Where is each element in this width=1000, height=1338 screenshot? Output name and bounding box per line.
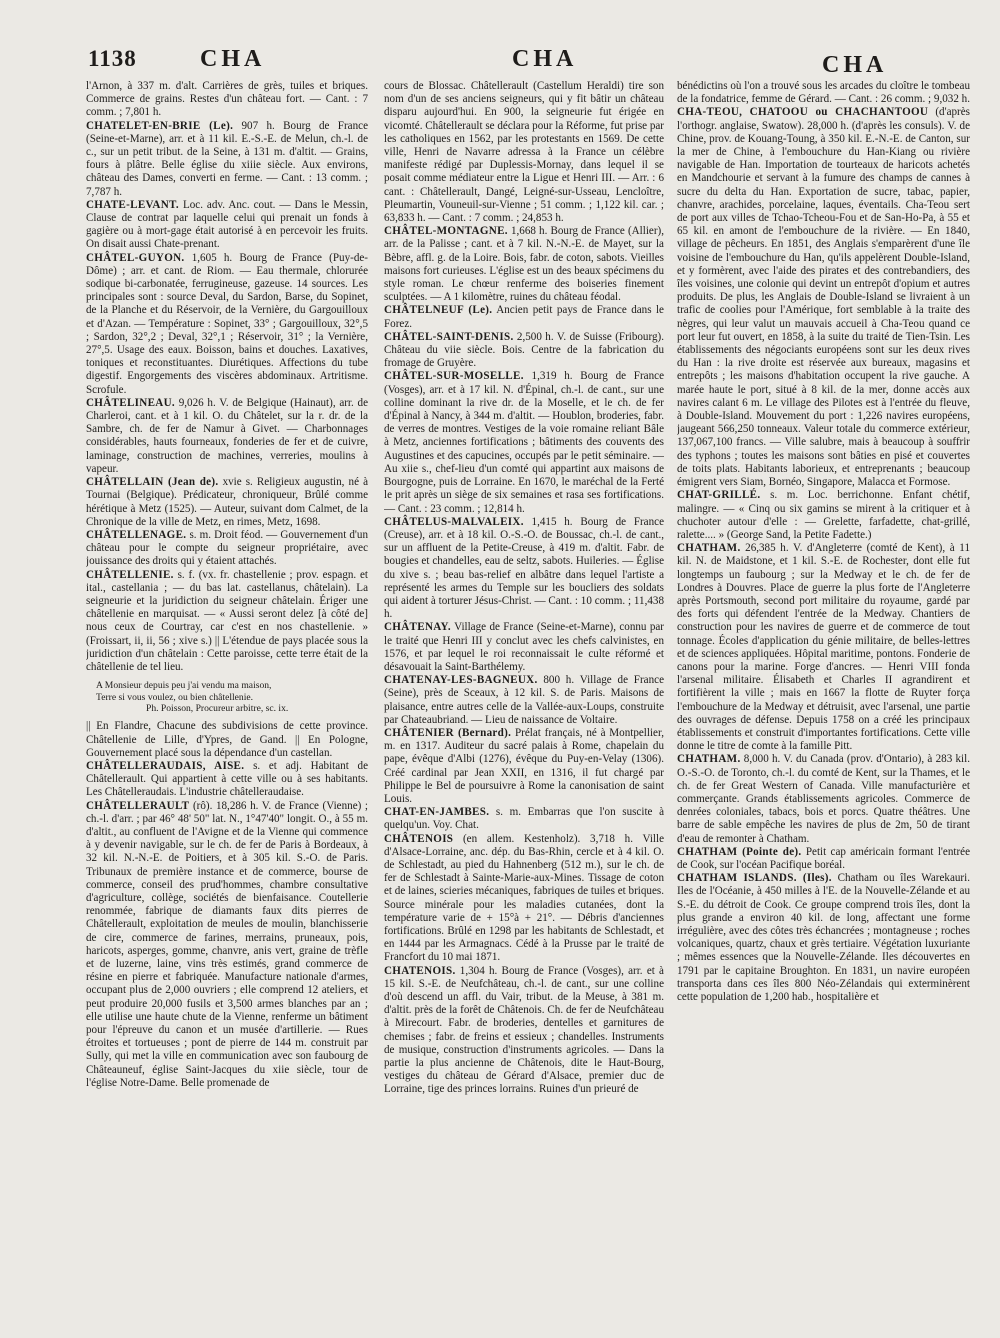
dictionary-entry xyxy=(677,753,970,845)
entry-text: (d'après l'orthogr. anglaise, Swatow). 28,000 h. (d'après les consuls). V. de Chine, prov. de Kouang-Toung, à 350 kil. E.-N.-E. de Canton, sur la mer de Chine, à l'embouchure du Han-Kiang ou rivière navigable de Han. Importation de tourteaux de haricots achetés en Mandchourie et servant à la fumure des champs de cannes à sucre du delta du Han. Exportation de sucre, tabac, papier, chanvre, arachides, porcelaine, laques, éventails. Cha-Teou sert de port aux villes de Tchao-Tcheou-Fou et de San-Ho-Pa, à 55 et 65 kil. en amont de l'embouchure de la rivière. — En 1840, village de pêcheurs. En 1851, des Anglais s'emparèrent d'une île voisine de l'embouchure du Han, qu'ils appelèrent Double-Island, et y formèrent, avec l'aide des pirates et des contrebandiers, des îles voisines, une colonie qui devint un entrepôt d'opium et autres produits. De plus, les Anglais de Double-Island se livraient à un trafic de coolies pour l'Amérique, fort semblable à la traite des nègres, qui leur valut un mauvais accueil à Cha-Teou quand ce port leur fut ouvert, en 1858, à la suite du traité de Tien-Tsin. Les établissements des négociants européens sont sur les deux rives du Han : la rive droite est réservée aux bureaux, magasins et entrepôts ; les maisons d'habitation occupent la rive gauche. A marée haute le port, situé à 8 kil. de la mer, donne accès aux navires calant 6 m. Le village des Pilotes est à l'entrée du fleuve, à Double-Island. Mouvement du port : 1,226 navires européens, jaugeant 566,250 tonneaux. Valeur totale du commerce extérieur, 137,067,100 francs. — Ville salubre, mais à beaucoup à souffrir des typhons ; toutes les maisons sont bâties en pisé et couvertes de toits plats. Habitants laborieux, et entreprenants ; beaucoup émigrent vers Siam, Bornéo, Singapore, Malacca et Formose. xyxy=(677,106,970,489)
entry-text: s. m. Droit féod. — Gouvernement d'un château pour le compte du seigneur propriétaire, avec jouissance des droits qui y étaient attachés. xyxy=(86,528,368,568)
dictionary-entry xyxy=(86,80,368,120)
entry-headword: CHAT-EN-JAMBES. xyxy=(384,806,490,819)
entry-headword: CHÂTELLERAULT xyxy=(86,799,190,812)
entry-headword: CHÂTELLAIN (Jean de). xyxy=(86,476,219,489)
dictionary-entry xyxy=(677,489,970,542)
dictionary-entry xyxy=(384,331,664,371)
dictionary-entry xyxy=(384,806,664,832)
dictionary-entry xyxy=(384,621,664,674)
text-column-2 xyxy=(384,80,664,1330)
entry-text: xvie s. Religieux augustin, né à Tournai (Belgique). Prédicateur, chroniqueur, Brûlé comme hérétique à Metz (1525). — Auteur, suivant dom Calmet, de la Chronique de la ville de Metz, en rimes, Metz, 1698. xyxy=(86,476,368,528)
entry-text: 1,304 h. Bourg de France (Vosges), arr. et à 15 kil. S.-E. de Neufchâteau, ch.-l. de cant., sur une colline d'où descend un affl. du Vair, tribut. de la Meuse, à 381 m. d'altit. près de la forêt de Châtenois. Ch. de fer de Neufchâteau à Mirecourt. Fabr. de broderies, dentelles et garnitures de chemises ; fabr. de freins et essieux ; chandelles. Instruments de musique, construction d'instruments agricoles. — Dans la partie la plus ancienne de Châtenois, dite le Haut-Bourg, vestiges du château de Gérard d'Alsace, premier duc de Lorraine, tige des princes lorrains. Ruines d'un prieuré de xyxy=(384,964,664,1096)
dictionary-entry xyxy=(384,674,664,727)
entry-text: 1,668 h. Bourg de France (Allier), arr. de la Palisse ; cant. et à 7 kil. N.-N.-E. de Mayet, sur la Bèbre, affl. g. de la Loire. Bois, fabr. de coton, sabots. Vieilles maisons fort curieuses. L'église est un des beaux spécimens du style roman. Le chœur renferme des boiseries finement sculptées. — A 1 kilomètre, ruines du château féodal. xyxy=(384,225,664,304)
dictionary-entry xyxy=(677,80,970,106)
entry-text: 907 h. Bourg de France (Seine-et-Marne), arr. et à 11 kil. E.-S.-E. de Melun, ch.-l. de c., sur un petit tribut. de la Seine, à 131 m. d'altit. — Grains, fours à plâtre. Belle église du xiiie siècle. Aux environs, château des Dames, converti en ferme. — Cant. : 13 comm. ; 7,787 h. xyxy=(86,119,368,198)
entry-headword: CHÂTEL-SUR-MOSELLE. xyxy=(384,370,524,383)
dictionary-entry xyxy=(86,252,368,397)
dictionary-entry xyxy=(86,800,368,1090)
entry-headword: CHÂTELNEUF (Le). xyxy=(384,304,493,317)
entry-headword: CHÂTEL-SAINT-DENIS. xyxy=(384,330,514,343)
entry-text: 8,000 h. V. du Canada (prov. d'Ontario), à 283 kil. O.-S.-O. de Toronto, ch.-l. du comté de Kent, sur la Thames, et le ch. de fer Great Western of Canada. Ville manufacturière et commerçante. Grands établissements agricoles. Commerce de denrées coloniales, tabacs, bois et porcs. Quatre théâtres. Une barre de sable empêche les navires de plus de 2m, 50 de tirant d'eau de remonter à Chatham. xyxy=(677,753,970,845)
text-column-1 xyxy=(86,80,368,1330)
entry-text: s. et adj. Habitant de Châtellerault. Qui appartient à cette ville ou à ses habitants. Les Châtelleraudais. L'industrie châtelleraudaise. xyxy=(86,759,368,799)
entry-headword: CHÂTELINEAU. xyxy=(86,396,175,409)
page-number: 1138 xyxy=(88,46,137,71)
entry-text: s. m. Embarras que l'on suscite à quelqu'un. Voy. Chat. xyxy=(384,806,664,832)
entry-headword: CHÂTENAY. xyxy=(384,621,451,634)
dictionary-entry xyxy=(384,225,664,304)
dictionary-entry xyxy=(86,476,368,529)
entry-headword: CHATE-LEVANT. xyxy=(86,198,179,211)
entry-text: 800 h. Village de France (Seine), près de Sceaux, à 12 kil. S. de Paris. Maisons de plaisance, entre autres celle de la Vallée-aux-Loups, construite par Chateaubriand. — Lieu de naissance de Voltaire. xyxy=(384,674,664,726)
entry-text: (en allem. Kestenholz). 3,718 h. Ville d'Alsace-Lorraine, anc. dép. du Bas-Rhin, cercle et à 4 kil. O. de Schlestadt, au pied du Hahnenberg (512 m.), sur le ch. de fer de Schlestadt à Sainte-Marie-aux-Mines. Tissage de coton et de laines, scieries mécaniques, fabriques de tuiles et briques. Source minérale pour les maladies cutanées, dont la température varie de + 15°à + 21°. — Débris d'anciennes fortifications. Brûlé en 1298 par les habitants de Schlestadt, et en 1444 par les Armagnacs. Cédé à la Prusse par le traité de Francfort du 10 mai 1871. xyxy=(384,832,664,964)
running-head-right: CHA xyxy=(822,52,888,78)
entry-headword: CHA-TEOU, CHATOOU ou CHACHANTOOU xyxy=(677,106,929,119)
dictionary-entry xyxy=(384,370,664,515)
dictionary-entry xyxy=(384,516,664,622)
quote-line: Terre si vous voulez, ou bien châtellenie. xyxy=(96,691,254,703)
entry-headword: CHATENOIS. xyxy=(384,964,456,977)
dictionary-entry xyxy=(384,965,664,1097)
entry-headword: CHATHAM. xyxy=(677,542,741,555)
quote-source: Ph. Poisson, Procureur arbitre, sc. ix. xyxy=(146,702,289,714)
dictionary-entry xyxy=(677,846,970,872)
entry-headword: CHÂTELLENAGE. xyxy=(86,528,187,541)
entry-text: Chatham ou îles Warekauri. Iles de l'Océanie, à 450 milles à l'E. de la Nouvelle-Zélande et au S.-E. du détroit de Cook. Ce groupe comprend trois îles, dont la plus grande a environ 40 kil. de long, affectant une forme irrégulière, avec des côtes très échancrées ; montagneuse ; roches volcaniques, quartz, chaux et grès tertiaire. Végétation luxuriante ; mêmes essences que la Nouvelle-Zélande. Iles découvertes en 1791 par le capitaine Broughton. En 1831, un navire européen transporta dans ces îles 800 Néo-Zélandais qui exterminèrent cette population de 1,200 hab., hospitalière et xyxy=(677,872,970,1004)
entry-headword: CHÂTELLENIE. xyxy=(86,568,174,581)
dictionary-entry xyxy=(384,304,664,330)
entry-text: (rô). 18,286 h. V. de France (Vienne) ; ch.-l. d'arr. ; par 46° 48' 50" lat. N., 1°47'40" longit. O., à 55 m. d'altit., au confluent de l'Avigne et de la Vienne qui commence à y devenir navigable, sur le ch. de fer de Paris à Bordeaux, à 32 kil. N.-N.-E. de Poitiers, et à 305 kil. S.-O. de Paris. Tribunaux de première instance et de commerce, bourse de commerce, conseil des prud'hommes, chambre consultative d'agriculture, collège, sociétés de bienfaisance. Coutellerie renommée, fabrique de diamants faux dits pierres de Châtellerault, exploitation de meules de moulin, blanchisserie de cire, commerce de farines, merrains, pruneaux, pois, haricots, asperges, gomme, chanvre, anis vert, graine de trèfle et de luzerne, laine, vins très estimés, grand commerce de résine en pierre et fabriquée. Manufacture nationale d'armes, occupant plus de 2,000 ouvriers ; elle comprend 12 ateliers, et peut produire 20,000 fusils et 3,500 armes blanches par an ; elle utilise une haute chute de la Vienne, renferme un bâtiment pour l'épreuve du canon et un musée d'artillerie. — Rues étroites et tortueuses ; pont de pierre de 144 m. construit par Sully, qui met la ville en communication avec son faubourg de Châteauneuf, église Saint-Jacques du xiie siècle, tour de l'église Notre-Dame. Belle promenade de xyxy=(86,799,368,1089)
text-column-3 xyxy=(677,80,970,1330)
dictionary-entry xyxy=(86,760,368,800)
dictionary-entry xyxy=(677,106,970,489)
entry-text: s. m. Loc. berrichonne. Enfant chétif, malingre. — « Cinq ou six gamins se mirent à la critiquer et à chuchoter autour d'elle : — Grelette, farfadette, chat-grillé, ralette.... » (George Sand, la Petite Fadette.) xyxy=(677,489,970,541)
entry-headword: CHATELET-EN-BRIE (Le). xyxy=(86,119,234,132)
dictionary-entry xyxy=(86,569,368,675)
dictionary-entry xyxy=(384,833,664,965)
entry-text: 1,319 h. Bourg de France (Vosges), arr. et à 17 kil. N. d'Épinal, ch.-l. de cant., sur une colline dominant la rive dr. de la Moselle, et le ch. de fer d'Épinal à Nancy, à 344 m. d'altit. — Houblon, broderies, fabr. de verres de montres. Vestiges de la voie romaine reliant Bâle à Metz, anciennes fortifications ; bâtiments des couvents des Augustines et des capucines, occupés par le petit séminaire. — Au xiie s., chef-lieu d'un comté qui appartint aux maisons de Bourgogne, puis de Lorraine. En 1670, le maréchal de la Ferté le prit après un siège de six semaines et rasa ses fortifications. — Cant. : 23 comm. ; 12,814 h. xyxy=(384,370,664,515)
entry-headword: CHATHAM ISLANDS. (Iles). xyxy=(677,872,832,885)
entry-headword: CHÂTEL-GUYON. xyxy=(86,251,185,264)
running-head-center: CHA xyxy=(512,46,578,72)
dictionary-entry xyxy=(86,720,368,760)
entry-headword: CHATHAM (Pointe de). xyxy=(677,845,802,858)
entry-headword: CHÂTEL-MONTAGNE. xyxy=(384,225,508,238)
dictionary-entry xyxy=(384,727,664,806)
dictionary-entry xyxy=(384,80,664,225)
entry-headword: CHÂTELLERAUDAIS, AISE. xyxy=(86,759,245,772)
dictionary-entry xyxy=(86,199,368,252)
entry-text: 1,605 h. Bourg de France (Puy-de-Dôme) ; arr. et cant. de Riom. — Eau thermale, chlorurée sodique bi-carbonatée, ferrugineuse, gazeuse. 14 sources. Les principales sont : source Deval, du Sardon, Barse, du Sopinet, de la Planche et du Réservoir, de la Vernière, du Gargouilloux et d'Azan. — Température : Sopinet, 33° ; Gargouilloux, 32°,5 ; Sardon, 32°,2 ; Deval, 32°,1 ; Réservoir, 31° ; la Vernière, 27°,5. Usage des eaux. Boisson, bains et douches. Laxatives, toniques et reconstituantes. Diurétiques. Affections du tube digestif. Engorgements des viscères abdominaux. Artritisme. Scrofule. xyxy=(86,251,368,396)
dictionary-entry xyxy=(677,542,970,753)
entry-text: s. f. (vx. fr. chastellenie ; prov. espagn. et ital., castellania ; — du bas lat. castellanus, châtelain). La seigneurie et la juridiction du seigneur châtelain. Ériger une châtellenie en marquisat. — « Aussi seront delez [à côté de] nous ceux de Courtray, car c'est en nos chastellenie. » (Froissart, ii, ii, 56 ; xive s.) || L'étendue de pays placée sous la juridiction d'un châtelain : Cette paroisse, cette terre était de la châtellenie de tel lieu. xyxy=(86,568,368,673)
entry-text: Ancien petit pays de France dans le Forez. xyxy=(384,304,664,330)
entry-text: cours de Blossac. Châtellerault (Castellum Heraldi) tire son nom d'un de ses anciens seigneurs, qui y fit bâtir un château disparu aujourd'hui. En 900, la seigneurie fut érigée en vicomté. Châtellerault se déclara pour la Réforme, fut prise par les catholiques en 1562, par les protestants en 1569. De cette ville, Henri de Navarre adressa à la France un célèbre manifeste rédigé par Duplessis-Mornay, dans lequel il se posait comme médiateur entre la Ligue et Henri III. — Arr. : 6 cant. : Châtellerault, Dangé, Leigné-sur-Usseau, Lencloître, Pleumartin, Vouneuil-sur-Vienne ; 51 comm. ; 1,122 kil. car. ; 63,833 h. — Cant. : 7 comm. ; 24,853 h. xyxy=(384,80,664,225)
entry-text: bénédictins où l'on a trouvé sous les arcades du cloître le tombeau de la fondatrice, femme de Gérard. — Cant. : 26 comm. ; 9,032 h. xyxy=(677,80,970,106)
verse-quotation xyxy=(96,680,368,714)
page-header xyxy=(80,44,960,78)
entry-text: Prélat français, né à Montpellier, m. en 1317. Auditeur du sacré palais à Rome, chapelain du pape, évêque d'Albi (1276), évêque du Puy-en-Velay (1306). Créé cardinal par Jean XXII, en 1316, il fut chargé par Philippe le Bel de poursuivre à Rome la canonisation de saint Louis. xyxy=(384,726,664,805)
entry-text: Petit cap américain formant l'entrée de Cook, sur l'océan Pacifique boréal. xyxy=(677,845,970,871)
entry-text: 1,415 h. Bourg de France (Creuse), arr. et à 18 kil. O.-S.-O. de Boussac, ch.-l. de cant., sur un affluent de la Petite-Creuse, à 419 m. d'altit. Fabr. de bougies et chandelles, eau de seltz, sabots. Huileries. — Église du xive s. ; beau bas-relief en albâtre dans lequel l'artiste a représenté les armes du Temple sur les boucliers des soldats qui aident à torturer Jésus-Christ. — Cant. : 10 comm. ; 11,438 h. xyxy=(384,515,664,621)
entry-text: 2,500 h. V. de Suisse (Fribourg). Château du viie siècle. Bois. Centre de la fabrication du fromage de Gruyère. xyxy=(384,330,664,370)
entry-text: Loc. adv. Anc. cout. — Dans le Messin, Clause de contrat par laquelle celui qui prenait un fonds à gagière ou à mort-gage était autorisé à en percevoir les fruits. On disait aussi Chate-prenant. xyxy=(86,198,368,251)
entry-text: 9,026 h. V. de Belgique (Hainaut), arr. de Charleroi, cant. et à 1 kil. O. du Châtelet, sur la r. dr. de la Sambre, ch. de fer de Namur à Givet. — Charbonnages considérables, hauts fourneaux, fonderies de fer et de cuivre, laminage, construction de machines, verreries, moulins à vapeur. xyxy=(86,396,368,475)
quote-line: A Monsieur depuis peu j'ai vendu ma maison, xyxy=(96,680,272,692)
dictionary-entry xyxy=(86,529,368,569)
entry-text: Village de France (Seine-et-Marne), connu par le traité que Henri III y conclut avec les chefs calvinistes, en 1576, et par lequel le roi reconnaissait le culte réformé et désavouait la Saint-Barthélemy. xyxy=(384,621,664,673)
entry-text: || En Flandre, Chacune des subdivisions de cette province. Châtellenie de Lille, d'Ypres, de Gand. || En Pologne, Gouvernement placé sous la dépendance d'un castellan. xyxy=(86,720,368,759)
entry-headword: CHÂTENIER (Bernard). xyxy=(384,726,512,739)
entry-headword: CHÂTELUS-MALVALEIX. xyxy=(384,515,524,528)
entry-text: 26,385 h. V. d'Angleterre (comté de Kent), à 11 kil. N. de Maidstone, et 1 kil. S.-E. de Rochester, dont elle fut longtemps un faubourg ; sur la Medway et le ch. de fer de Londres à Douvres. Place de guerre la plus forte de l'Angleterre après Portsmouth, second port militaire du royaume, gardé par des forts qui défendent l'entrée de la Medway. Chantiers de construction pour les navires de guerre et de commerce de tout tonnage. Écoles d'application du génie militaire, de belles-lettres et de sciences appliquées. Hôpital maritime, pontons. Fonderie de canons pour la marine. Forge d'ancres. — Henri VIII fonda l'arsenal militaire. Élisabeth et Charles II agrandirent et fortifièrent la ville ; mais en 1667 la flotte de Ruyter força l'embouchure de la Medway et détruisit, avec l'arsenal, une partie des ouvrages de défense. Depuis 1758 on a créé les principaux établissements et construit d'importantes fortifications. Cette ville donne le titre de comte à la famille Pitt. xyxy=(677,542,970,753)
dictionary-entry xyxy=(86,120,368,199)
entry-text: l'Arnon, à 337 m. d'alt. Carrières de grès, tuiles et briques. Commerce de grains. Restes d'un château fort. — Cant. : 7 comm. ; 7,801 h. xyxy=(86,80,368,119)
entry-headword: CHÂTENOIS xyxy=(384,832,454,845)
entry-headword: CHAT-GRILLÉ. xyxy=(677,489,761,502)
entry-headword: CHATENAY-LES-BAGNEUX. xyxy=(384,674,538,687)
dictionary-entry xyxy=(677,872,970,1004)
running-head-left: CHA xyxy=(200,46,266,72)
dictionary-entry xyxy=(86,397,368,476)
entry-headword: CHATHAM. xyxy=(677,753,741,766)
